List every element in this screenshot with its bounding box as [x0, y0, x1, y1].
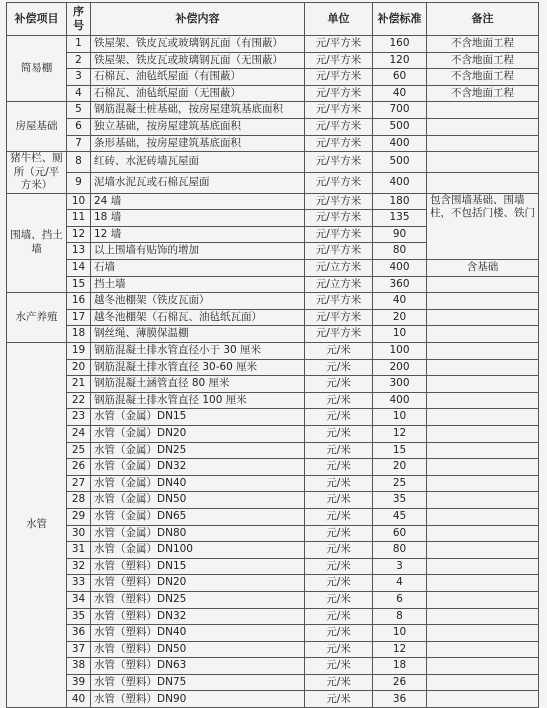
row-standard: 100	[373, 343, 427, 360]
row-number: 17	[67, 309, 91, 326]
row-unit: 元/米	[305, 475, 373, 492]
row-standard: 300	[373, 376, 427, 393]
row-unit: 元/米	[305, 425, 373, 442]
row-number: 20	[67, 359, 91, 376]
row-number: 28	[67, 492, 91, 509]
row-content: 石墙	[91, 260, 305, 277]
row-unit: 元/米	[305, 492, 373, 509]
table-row	[7, 542, 539, 559]
header-remark: 备注	[427, 3, 539, 36]
row-remark	[427, 492, 539, 509]
table-row	[7, 118, 539, 135]
row-content: 12 墙	[91, 226, 305, 243]
row-unit: 元/米	[305, 376, 373, 393]
row-unit: 元/米	[305, 575, 373, 592]
row-content: 水管（金属）DN32	[91, 459, 305, 476]
table-row	[7, 326, 539, 343]
row-standard: 500	[373, 152, 427, 173]
row-number: 18	[67, 326, 91, 343]
row-unit: 元/米	[305, 442, 373, 459]
table-body	[7, 36, 539, 708]
table-row	[7, 525, 539, 542]
row-remark	[427, 326, 539, 343]
row-standard: 700	[373, 102, 427, 119]
table-row	[7, 409, 539, 426]
row-number: 5	[67, 102, 91, 119]
row-unit: 元/米	[305, 591, 373, 608]
table-row	[7, 392, 539, 409]
row-standard: 40	[373, 293, 427, 310]
table-row	[7, 658, 539, 675]
table-row	[7, 376, 539, 393]
row-number: 26	[67, 459, 91, 476]
row-remark	[427, 459, 539, 476]
row-content: 钢筋混凝土排水管直径小于 30 厘米	[91, 343, 305, 360]
table-row	[7, 641, 539, 658]
row-standard: 60	[373, 525, 427, 542]
row-standard: 90	[373, 226, 427, 243]
row-unit: 元/米	[305, 459, 373, 476]
row-number: 37	[67, 641, 91, 658]
row-standard: 180	[373, 193, 427, 210]
row-remark	[427, 542, 539, 559]
row-unit: 元/平方米	[305, 193, 373, 210]
row-remark	[427, 674, 539, 691]
row-standard: 400	[373, 392, 427, 409]
row-unit: 元/平方米	[305, 309, 373, 326]
row-unit: 元/平方米	[305, 293, 373, 310]
row-standard: 12	[373, 641, 427, 658]
row-unit: 元/米	[305, 608, 373, 625]
row-remark	[427, 525, 539, 542]
row-content: 水管（金属）DN65	[91, 508, 305, 525]
row-content: 越冬池棚架（铁皮瓦面）	[91, 293, 305, 310]
row-standard: 500	[373, 118, 427, 135]
row-remark	[427, 376, 539, 393]
table-row	[7, 575, 539, 592]
row-remark	[427, 359, 539, 376]
row-unit: 元/米	[305, 343, 373, 360]
row-remark	[427, 658, 539, 675]
row-unit: 元/米	[305, 691, 373, 708]
row-number: 29	[67, 508, 91, 525]
row-content: 水管（金属）DN15	[91, 409, 305, 426]
row-number: 16	[67, 293, 91, 310]
row-number: 30	[67, 525, 91, 542]
row-content: 钢筋混凝土排水管直径 30-60 厘米	[91, 359, 305, 376]
row-content: 水管（塑料）DN63	[91, 658, 305, 675]
row-standard: 6	[373, 591, 427, 608]
row-remark	[427, 293, 539, 310]
row-number: 8	[67, 152, 91, 173]
row-content: 水管（金属）DN40	[91, 475, 305, 492]
row-number: 19	[67, 343, 91, 360]
row-standard: 25	[373, 475, 427, 492]
row-number: 23	[67, 409, 91, 426]
row-number: 2	[67, 52, 91, 69]
row-remark	[427, 276, 539, 293]
header-item: 补偿项目	[7, 3, 67, 36]
row-unit: 元/平方米	[305, 135, 373, 152]
row-unit: 元/平方米	[305, 243, 373, 260]
row-content: 水管（金属）DN50	[91, 492, 305, 509]
table-row	[7, 674, 539, 691]
row-standard: 20	[373, 459, 427, 476]
header-no: 序号	[67, 3, 91, 36]
row-unit: 元/米	[305, 392, 373, 409]
row-unit: 元/立方米	[305, 276, 373, 293]
row-content: 水管（金属）DN20	[91, 425, 305, 442]
row-number: 25	[67, 442, 91, 459]
row-standard: 35	[373, 492, 427, 509]
row-standard: 80	[373, 542, 427, 559]
table-row	[7, 276, 539, 293]
table-row	[7, 425, 539, 442]
row-unit: 元/平方米	[305, 69, 373, 86]
header-row	[7, 3, 539, 36]
row-content: 水管（塑料）DN75	[91, 674, 305, 691]
row-content: 水管（塑料）DN25	[91, 591, 305, 608]
row-standard: 60	[373, 69, 427, 86]
row-remark	[427, 392, 539, 409]
row-unit: 元/米	[305, 641, 373, 658]
row-standard: 400	[373, 172, 427, 193]
row-content: 越冬池棚架（石棉瓦、油毡纸瓦面）	[91, 309, 305, 326]
row-standard: 80	[373, 243, 427, 260]
row-number: 38	[67, 658, 91, 675]
row-number: 3	[67, 69, 91, 86]
table-row	[7, 492, 539, 509]
row-number: 33	[67, 575, 91, 592]
row-remark	[427, 625, 539, 642]
row-content: 钢筋混凝土排水管直径 100 厘米	[91, 392, 305, 409]
row-number: 11	[67, 210, 91, 227]
row-standard: 10	[373, 326, 427, 343]
row-unit: 元/米	[305, 508, 373, 525]
row-unit: 元/平方米	[305, 326, 373, 343]
table-row	[7, 691, 539, 708]
row-remark	[427, 343, 539, 360]
row-remark	[427, 558, 539, 575]
row-unit: 元/平方米	[305, 152, 373, 173]
table-row	[7, 475, 539, 492]
row-remark	[427, 641, 539, 658]
row-standard: 26	[373, 674, 427, 691]
row-standard: 400	[373, 260, 427, 277]
table-row	[7, 85, 539, 102]
table-row	[7, 36, 539, 53]
table-row	[7, 558, 539, 575]
header-standard: 补偿标准	[373, 3, 427, 36]
row-standard: 15	[373, 442, 427, 459]
row-content: 挡土墙	[91, 276, 305, 293]
table-row	[7, 359, 539, 376]
row-content: 条形基础，按房屋建筑基底面积	[91, 135, 305, 152]
group-name: 围墙、挡土墙	[7, 193, 67, 293]
row-number: 13	[67, 243, 91, 260]
row-remark	[427, 172, 539, 193]
row-standard: 20	[373, 309, 427, 326]
row-content: 水管（塑料）DN15	[91, 558, 305, 575]
table-row	[7, 591, 539, 608]
row-number: 24	[67, 425, 91, 442]
row-number: 9	[67, 172, 91, 193]
row-unit: 元/平方米	[305, 102, 373, 119]
row-number: 21	[67, 376, 91, 393]
row-standard: 10	[373, 625, 427, 642]
row-remark	[427, 309, 539, 326]
row-unit: 元/米	[305, 359, 373, 376]
row-number: 35	[67, 608, 91, 625]
row-content: 水管（金属）DN25	[91, 442, 305, 459]
row-unit: 元/平方米	[305, 85, 373, 102]
group-name: 简易棚	[7, 36, 67, 102]
row-unit: 元/米	[305, 658, 373, 675]
row-number: 14	[67, 260, 91, 277]
row-content: 水管（塑料）DN32	[91, 608, 305, 625]
row-unit: 元/平方米	[305, 172, 373, 193]
row-content: 石棉瓦、油毡纸屋面（有围蔽）	[91, 69, 305, 86]
row-remark	[427, 152, 539, 173]
row-unit: 元/立方米	[305, 260, 373, 277]
row-unit: 元/平方米	[305, 210, 373, 227]
table-row	[7, 193, 539, 210]
row-standard: 135	[373, 210, 427, 227]
row-unit: 元/米	[305, 542, 373, 559]
row-number: 31	[67, 542, 91, 559]
row-standard: 40	[373, 85, 427, 102]
row-content: 石棉瓦、油毡纸屋面（无围蔽）	[91, 85, 305, 102]
row-standard: 400	[373, 135, 427, 152]
header-unit: 单位	[305, 3, 373, 36]
row-content: 钢筋混凝土桩基础，按房屋建筑基底面积	[91, 102, 305, 119]
row-number: 39	[67, 674, 91, 691]
row-content: 钢筋混凝土涵管直径 80 厘米	[91, 376, 305, 393]
table-row	[7, 625, 539, 642]
row-standard: 36	[373, 691, 427, 708]
row-content: 水管（塑料）DN50	[91, 641, 305, 658]
row-remark: 不含地面工程	[427, 36, 539, 53]
row-remark: 不含地面工程	[427, 52, 539, 69]
table-row	[7, 102, 539, 119]
row-remark: 不含地面工程	[427, 69, 539, 86]
table-row	[7, 52, 539, 69]
row-content: 水管（塑料）DN40	[91, 625, 305, 642]
group-name: 水管	[7, 343, 67, 708]
row-number: 15	[67, 276, 91, 293]
row-standard: 3	[373, 558, 427, 575]
row-standard: 200	[373, 359, 427, 376]
compensation-table	[6, 2, 539, 708]
row-remark	[427, 575, 539, 592]
row-content: 独立基础，按房屋建筑基底面积	[91, 118, 305, 135]
row-number: 40	[67, 691, 91, 708]
table-row	[7, 260, 539, 277]
row-content: 红砖、水泥砖墙瓦屋面	[91, 152, 305, 173]
row-remark	[427, 102, 539, 119]
row-unit: 元/米	[305, 625, 373, 642]
row-content: 24 墙	[91, 193, 305, 210]
row-number: 7	[67, 135, 91, 152]
table-row	[7, 608, 539, 625]
row-number: 10	[67, 193, 91, 210]
row-unit: 元/米	[305, 558, 373, 575]
table-row	[7, 459, 539, 476]
row-standard: 360	[373, 276, 427, 293]
table-row	[7, 508, 539, 525]
table-row	[7, 135, 539, 152]
row-number: 32	[67, 558, 91, 575]
table-row	[7, 309, 539, 326]
row-unit: 元/米	[305, 409, 373, 426]
row-standard: 10	[373, 409, 427, 426]
row-remark: 不含地面工程	[427, 85, 539, 102]
row-remark	[427, 475, 539, 492]
row-content: 铁屋架、铁皮瓦或玻璃钢瓦面（有围蔽）	[91, 36, 305, 53]
table-row	[7, 69, 539, 86]
row-remark: 含基础	[427, 260, 539, 277]
table-row	[7, 152, 539, 173]
row-remark	[427, 409, 539, 426]
row-number: 22	[67, 392, 91, 409]
row-number: 12	[67, 226, 91, 243]
row-standard: 45	[373, 508, 427, 525]
row-content: 水管（塑料）DN90	[91, 691, 305, 708]
row-unit: 元/平方米	[305, 118, 373, 135]
row-remark	[427, 608, 539, 625]
row-standard: 12	[373, 425, 427, 442]
row-remark	[427, 118, 539, 135]
row-unit: 元/米	[305, 525, 373, 542]
row-content: 18 墙	[91, 210, 305, 227]
row-standard: 120	[373, 52, 427, 69]
row-remark	[427, 135, 539, 152]
row-standard: 18	[373, 658, 427, 675]
row-content: 水管（塑料）DN20	[91, 575, 305, 592]
group-name: 房屋基础	[7, 102, 67, 152]
row-content: 水管（金属）DN100	[91, 542, 305, 559]
row-number: 36	[67, 625, 91, 642]
row-content: 以上围墙有贴饰的增加	[91, 243, 305, 260]
row-unit: 元/米	[305, 674, 373, 691]
row-remark	[427, 508, 539, 525]
table-row	[7, 442, 539, 459]
row-remark: 包含围墙基础、围墙柱，不包括门楼、铁门	[427, 193, 539, 259]
row-remark	[427, 691, 539, 708]
row-standard: 8	[373, 608, 427, 625]
row-content: 水管（金属）DN80	[91, 525, 305, 542]
row-remark	[427, 442, 539, 459]
row-standard: 160	[373, 36, 427, 53]
header-content: 补偿内容	[91, 3, 305, 36]
row-unit: 元/平方米	[305, 226, 373, 243]
row-number: 6	[67, 118, 91, 135]
row-number: 34	[67, 591, 91, 608]
row-number: 1	[67, 36, 91, 53]
row-content: 钢丝绳、薄膜保温棚	[91, 326, 305, 343]
group-name: 水产养殖	[7, 293, 67, 343]
row-remark	[427, 591, 539, 608]
row-unit: 元/平方米	[305, 36, 373, 53]
row-content: 泥墙水泥瓦或石棉瓦屋面	[91, 172, 305, 193]
group-name: 猪牛栏、厕所（元/平方米）	[7, 152, 67, 194]
row-remark	[427, 425, 539, 442]
row-number: 27	[67, 475, 91, 492]
table-row	[7, 172, 539, 193]
table-row	[7, 293, 539, 310]
row-unit: 元/平方米	[305, 52, 373, 69]
row-number: 4	[67, 85, 91, 102]
row-content: 铁屋架、铁皮瓦或玻璃钢瓦面（无围蔽）	[91, 52, 305, 69]
row-standard: 4	[373, 575, 427, 592]
table-row	[7, 343, 539, 360]
